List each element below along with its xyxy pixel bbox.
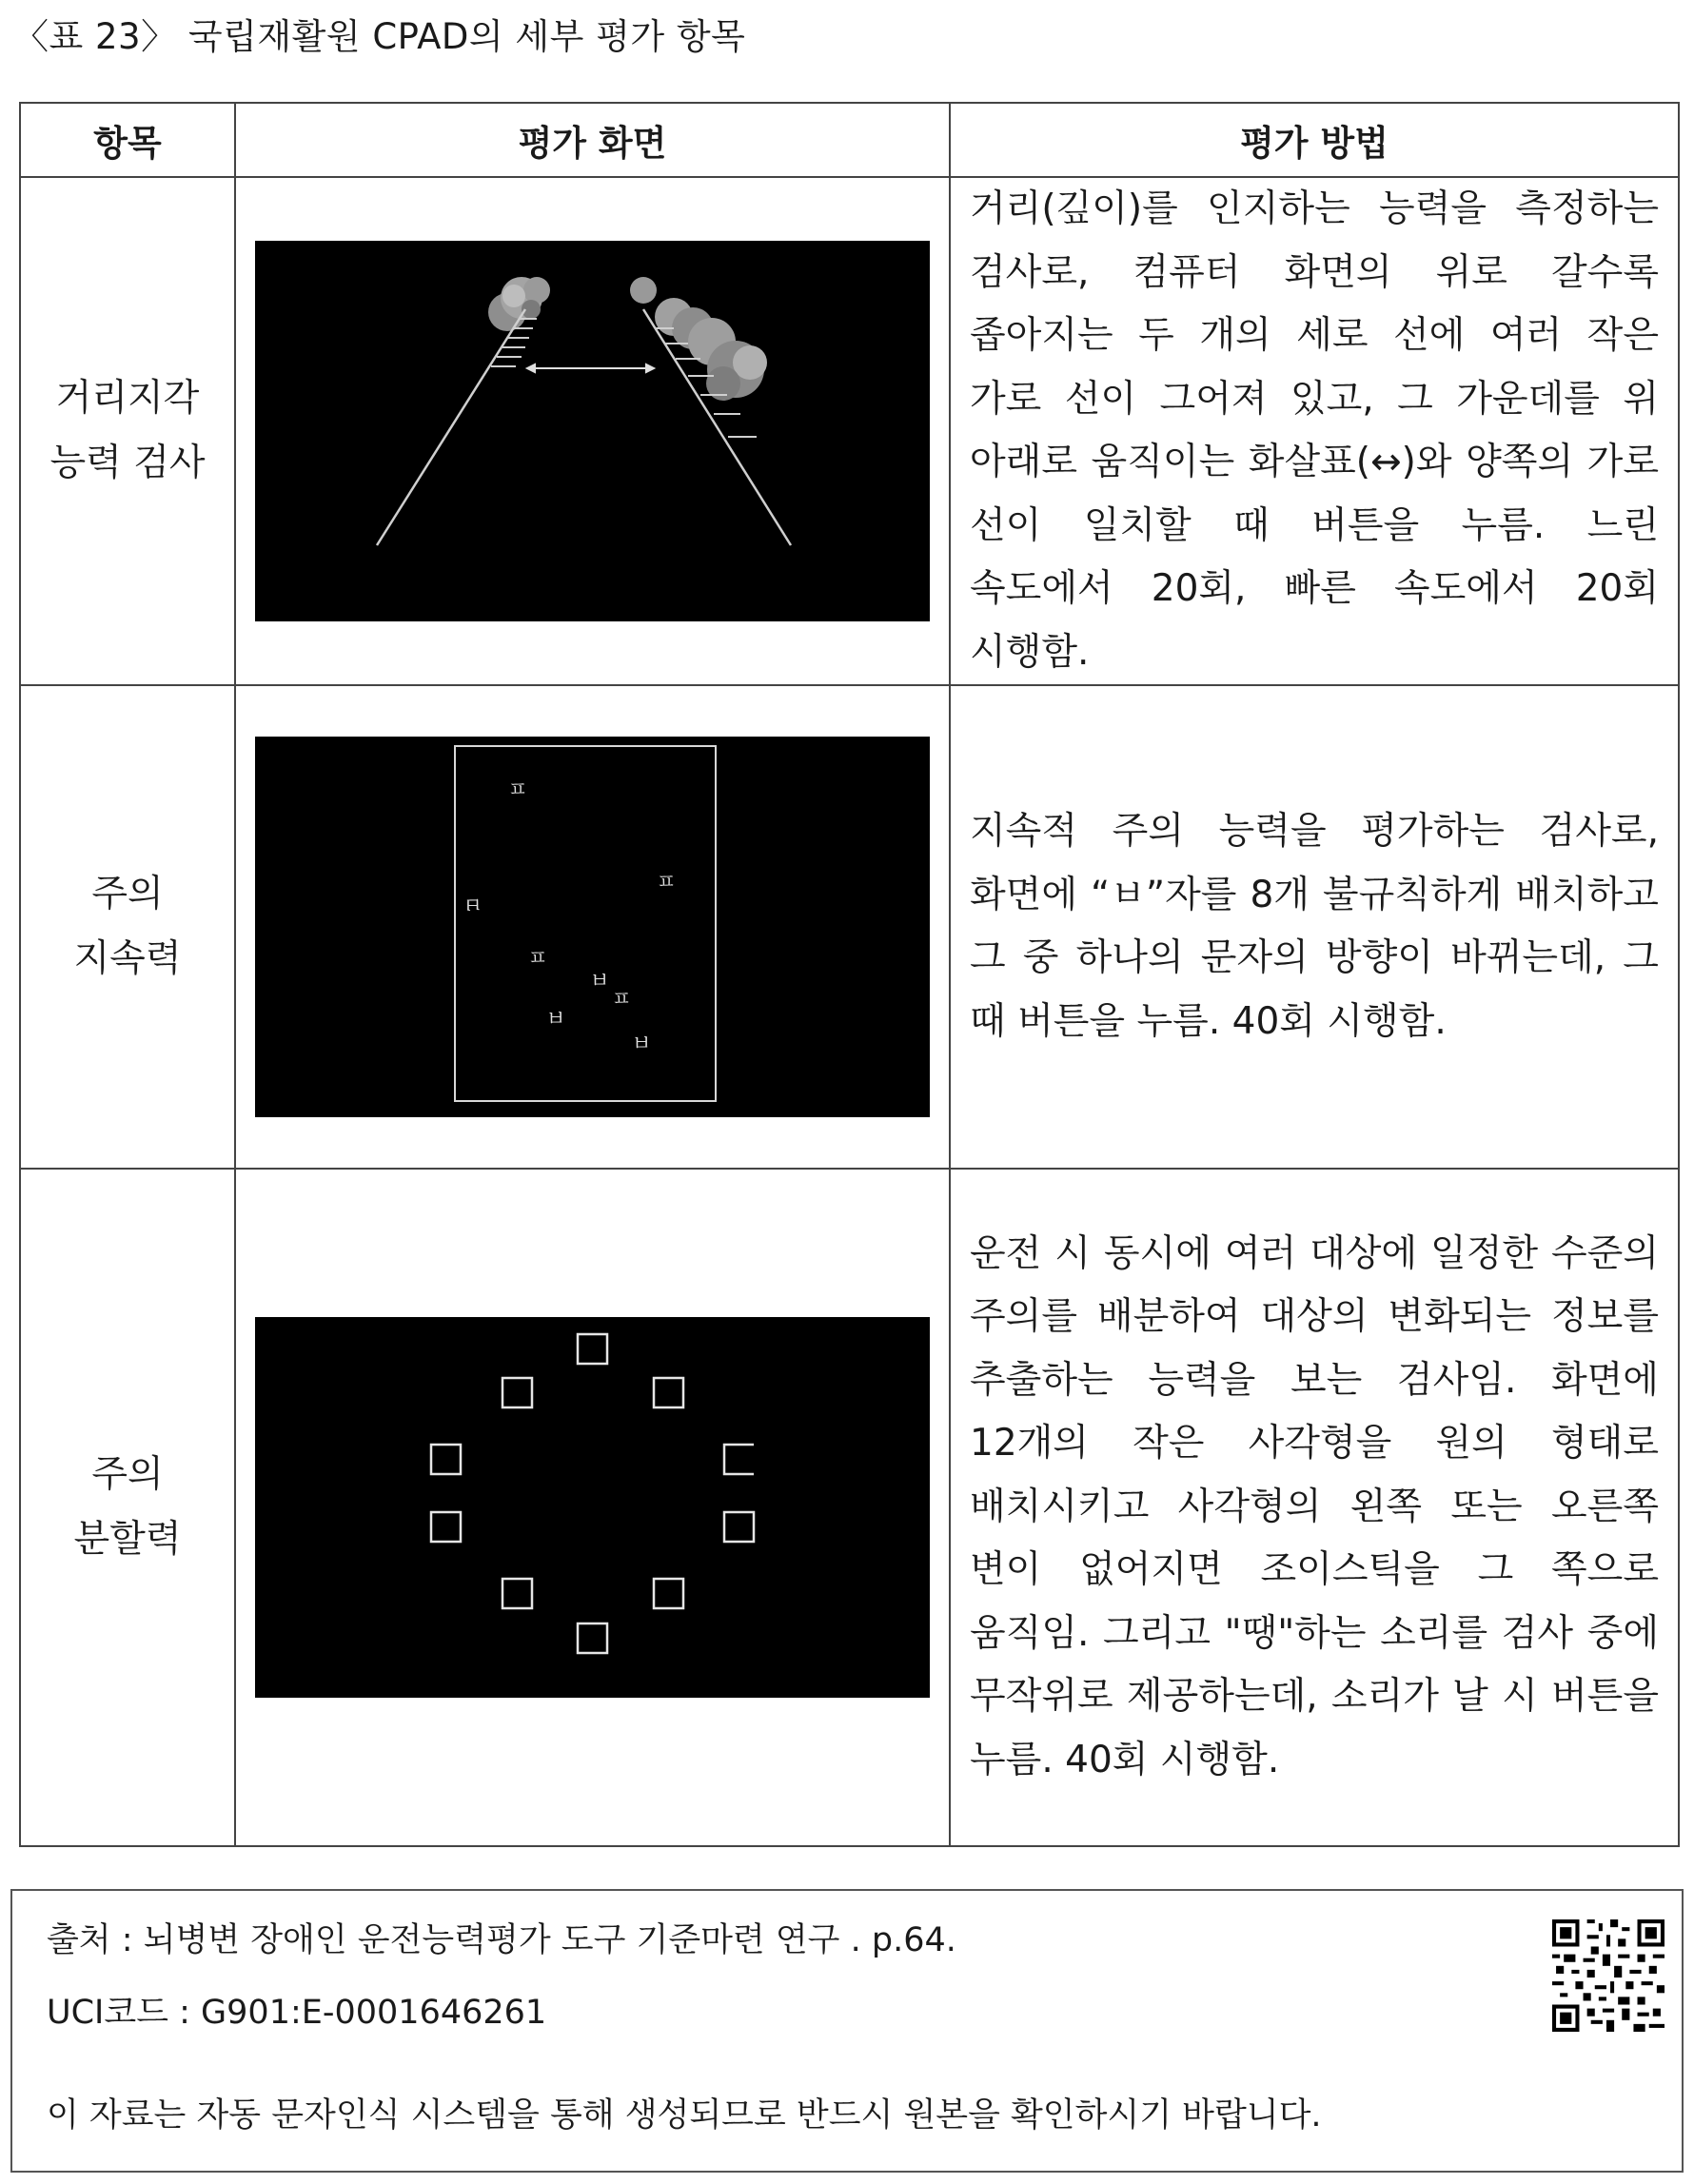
table-caption: 〈표 23〉 국립재활원 CPAD의 세부 평가 항목	[13, 16, 746, 57]
screen-cell	[235, 1169, 950, 1846]
screen-cell	[235, 177, 950, 685]
uci-code: UCI코드 : G901:E-0001646261	[47, 1994, 547, 2032]
item-name-line1: 주의	[91, 873, 164, 915]
letter-mark: ㅍ	[507, 778, 528, 802]
header-method: 평가 방법	[950, 103, 1679, 177]
table-row	[20, 177, 1679, 685]
item-name-line1: 거리지각	[55, 377, 200, 420]
method-cell: 운전 시 동시에 여러 대상에 일정한 수준의 주의를 배분하여 대상의 변화되는 정보를 추출하는 능력을 보는 검사임. 화면에 12개의 작은 사각형을 원의 형태로 배치시키고 사각형의 왼쪽 또는 오른쪽 변이 없어지면 조이스틱을 그 쪽으로 움직임. 그리고 "땡"하는 소리를 검사 중에 무작위로 제공하는데, 소리가 날 시 버튼을 누름. 40회 시행함.	[950, 1169, 1679, 1846]
item-name-line1: 주의	[91, 1453, 164, 1496]
letter-mark: ㅂ	[631, 1033, 652, 1056]
sustained-attention-screen	[255, 737, 930, 1117]
item-name-line2: 능력 검사	[49, 442, 206, 484]
letter-mark: ㅂ	[463, 891, 483, 915]
letter-mark: ㅍ	[656, 871, 677, 895]
item-cell	[20, 177, 235, 685]
table-header-row	[20, 103, 1679, 177]
item-name-line2: 분할력	[73, 1518, 182, 1561]
header-screen: 평가 화면	[235, 103, 950, 177]
screen-cell	[235, 685, 950, 1169]
method-cell: 지속적 주의 능력을 평가하는 검사로, 화면에 “ㅂ”자를 8개 불규칙하게 배치하고 그 중 하나의 문자의 방향이 바뀌는데, 그 때 버튼을 누름. 40회 시행함.	[950, 685, 1679, 1169]
ocr-notice: 이 자료는 자동 문자인식 시스템을 통해 생성되므로 반드시 원본을 확인하시기 바랍니다.	[47, 2096, 1322, 2135]
item-cell	[20, 1169, 235, 1846]
source-box	[10, 1889, 1684, 2173]
item-name-line2: 지속력	[73, 937, 182, 980]
letter-mark: ㅂ	[545, 1008, 566, 1032]
qr-code-icon	[1552, 1919, 1664, 2032]
letter-mark: ㅍ	[611, 988, 632, 1012]
table-row	[20, 1169, 1679, 1846]
divided-attention-screen	[255, 1317, 930, 1698]
evaluation-table	[19, 102, 1680, 1847]
table-row	[20, 685, 1679, 1169]
header-item: 항목	[20, 103, 235, 177]
source-citation: 출처 : 뇌병변 장애인 운전능력평가 도구 기준마련 연구 . p.64.	[47, 1921, 956, 1959]
depth-perception-screen	[255, 241, 930, 621]
method-cell: 거리(깊이)를 인지하는 능력을 측정하는 검사로, 컴퓨터 화면의 위로 갈수록 좁아지는 두 개의 세로 선에 여러 작은 가로 선이 그어져 있고, 그 가운데를 위 아래로 움직이는 화살표(↔)와 양쪽의 가로 선이 일치할 때 버튼을 누름. 느린 속도에서 20회, 빠른 속도에서 20회 시행함.	[950, 177, 1679, 685]
letter-mark: ㅂ	[589, 970, 610, 994]
item-cell	[20, 685, 235, 1169]
letter-mark: ㅍ	[527, 947, 548, 971]
